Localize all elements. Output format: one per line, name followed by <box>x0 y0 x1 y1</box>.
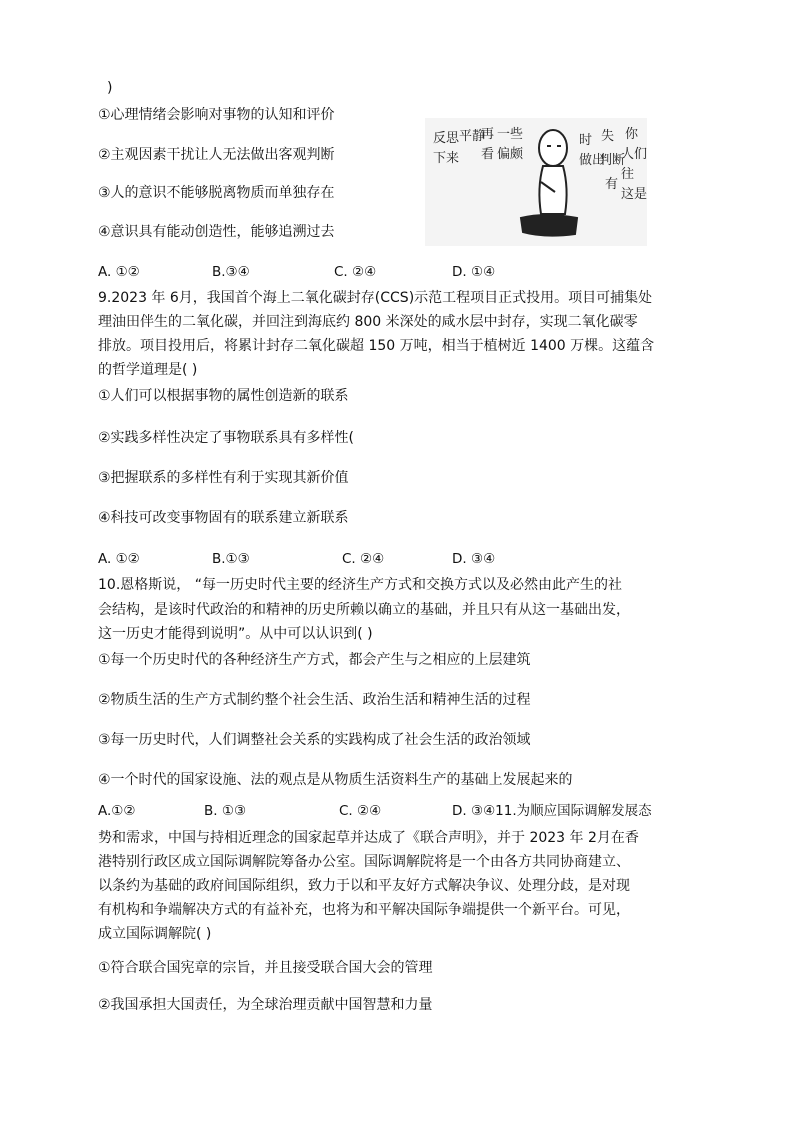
q8-item-4: ④意识具有能动创造性，能够追溯过去 <box>98 224 335 240</box>
q8-item-3: ③人的意识不能够脱离物质而单独存在 <box>98 185 335 201</box>
q10-item-1: ①每一个历史时代的各种经济生产方式，都会产生与之相应的上层建筑 <box>98 652 531 668</box>
q9-option-c: C. ②④ <box>342 551 385 567</box>
q8-item-1: ①心理情绪会影响对事物的认知和评价 <box>98 107 335 123</box>
cartoon-text-3: 平静 <box>459 129 486 144</box>
q11-item-1: ①符合联合国宪章的宗旨，并且接受联合国大会的管理 <box>98 960 433 976</box>
q11-stem-line-2: 港特别行政区成立国际调解院筹备办公室。国际调解院将是一个由各方共同协商建立、 <box>98 854 630 870</box>
q11-stem-line-3: 以条约为基础的政府间国际组织，致力于以和平友好方式解决争议、处理分歧，是对现 <box>98 878 630 894</box>
cartoon-text-8: 时 <box>579 133 593 148</box>
q10-stem-line-1: 10.恩格斯说， “每一历史时代主要的经济生产方式和交换方式以及必然由此产生的社 <box>98 577 622 593</box>
q9-item-4: ④科技可改变事物固有的联系建立新联系 <box>98 510 349 526</box>
q11-stem-line-1: 势和需求，中国与持相近理念的国家起草并达成了《联合声明》，并于 2023 年 2月在香 <box>98 830 639 846</box>
cartoon-text-1: 反思 <box>433 131 460 146</box>
cartoon-text-10: 判断 <box>599 153 626 168</box>
q8-paren-close: ) <box>107 80 113 96</box>
q9-stem-line-2: 理油田伴生的二氧化碳，并回注到海底约 800 米深处的咸水层中封存，实现二氧化碳零 <box>98 314 638 330</box>
q8-option-a: A. ①② <box>98 264 140 280</box>
q10-item-4: ④一个时代的国家设施、法的观点是从物质生活资料生产的基础上发展起来的 <box>98 772 573 788</box>
q10-option-b: B. ①③ <box>204 803 247 819</box>
cartoon-text-7: 偏颇 <box>497 147 524 162</box>
q9-stem-line-3: 排放。项目投用后，将累计封存二氧化碳超 150 万吨，相当于植树近 1400 万棵。这蕴含 <box>98 338 655 354</box>
q8-option-b: B.③④ <box>212 264 250 280</box>
q8-option-d: D. ①④ <box>452 264 496 280</box>
q10-option-a: A.①② <box>98 803 136 819</box>
cartoon-text-4: 再 <box>481 127 495 142</box>
q11-item-2: ②我国承担大国责任，为全球治理贡献中国智慧和力量 <box>98 997 433 1013</box>
q9-stem-line-4: 的哲学道理是( ) <box>98 362 198 378</box>
cartoon-text-2: 下来 <box>433 151 460 166</box>
q9-stem-line-1: 9.2023 年 6月，我国首个海上二氧化碳封存(CCS)示范工程项目正式投用。项目可捕集处 <box>98 290 653 306</box>
q8-option-c: C. ②④ <box>334 264 377 280</box>
cartoon-text-16: 有 <box>605 177 619 192</box>
q10-stem-line-3: 这一历史才能得到说明”。从中可以认识到( ) <box>98 626 373 642</box>
q10-item-2: ②物质生活的生产方式制约整个社会生活、政治生活和精神生活的过程 <box>98 692 531 708</box>
cartoon-text-9: 做出 <box>579 153 606 168</box>
q11-stem-line-5: 成立国际调解院( ) <box>98 926 212 942</box>
cartoon-text-15: 这是 <box>621 187 647 202</box>
cartoon-text-13: 人们 <box>621 147 647 162</box>
cartoon-text-11: 失 <box>601 129 615 144</box>
cartoon-text-14: 往 <box>621 167 635 182</box>
q9-option-a: A. ①② <box>98 551 140 567</box>
q9-item-3: ③把握联系的多样性有利于实现其新价值 <box>98 470 349 486</box>
q8-item-2: ②主观因素干扰让人无法做出客观判断 <box>98 147 335 163</box>
cartoon-text-5: 看 <box>481 147 495 162</box>
q8-cartoon-image <box>425 118 647 246</box>
q9-item-2: ②实践多样性决定了事物联系具有多样性( <box>98 430 355 446</box>
q9-option-b: B.①③ <box>212 551 250 567</box>
q10-option-d-and-q11-start: D. ③④11.为顺应国际调解发展态 <box>452 803 652 819</box>
cartoon-text-6: 一些 <box>497 127 524 142</box>
q10-option-c: C. ②④ <box>339 803 382 819</box>
q10-item-3: ③每一历史时代，人们调整社会关系的实践构成了社会生活的政治领域 <box>98 732 531 748</box>
q10-stem-line-2: 会结构，是该时代政治的和精神的历史所赖以确立的基础，并且只有从这一基础出发， <box>98 602 630 618</box>
q9-item-1: ①人们可以根据事物的属性创造新的联系 <box>98 388 349 404</box>
cartoon-text-12: 你 <box>625 127 639 142</box>
q9-option-d: D. ③④ <box>452 551 496 567</box>
q11-stem-line-4: 有机构和争端解决方式的有益补充，也将为和平解决国际争端提供一个新平台。可见， <box>98 902 630 918</box>
